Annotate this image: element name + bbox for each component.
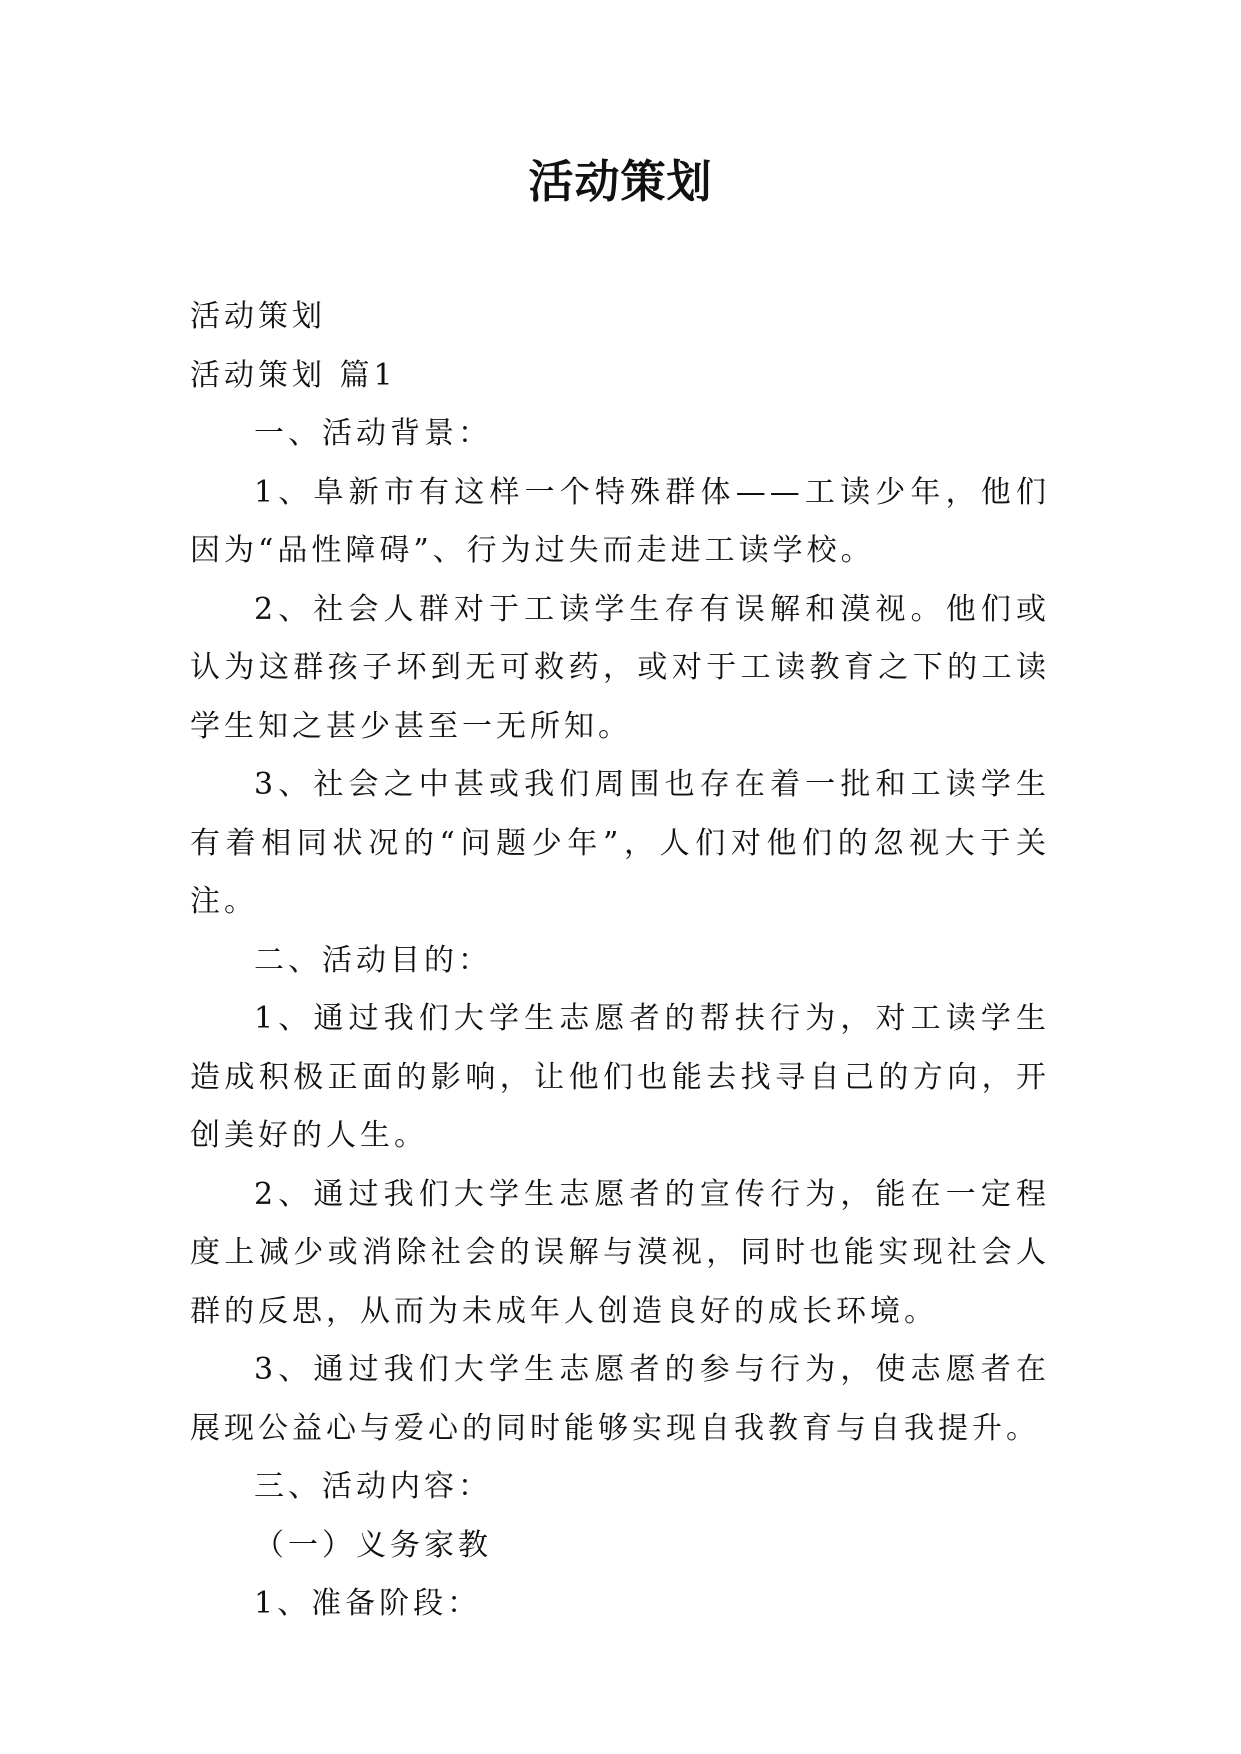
document-title: 活动策划 (528, 155, 713, 208)
section-heading: 三、活动内容： (254, 1469, 492, 1504)
section-heading: 二、活动目的： (254, 942, 492, 978)
paragraph: 3、通过我们大学生志愿者的参与行为，使志愿者在展现公益心与爱心的同时能够实现自我教育与自我提升。 (190, 1352, 1050, 1446)
document-body (190, 288, 1050, 1634)
paragraph: 2、通过我们大学生志愿者的宣传行为，能在一定程度上减少或消除社会的误解与漠视，同时也能实现社会人群的反思，从而为未成年人创造良好的成长环境。 (190, 1176, 1050, 1329)
subsection-heading: 1、准备阶段： (254, 1586, 482, 1621)
paragraph: 1、阜新市有这样一个特殊群体——工读少年，他们因为“品性障碍”、行为过失而走进工读学校。 (190, 474, 1050, 568)
paragraph-heading: 活动策划 (190, 299, 326, 334)
paragraph-heading: 活动策划 篇1 (190, 357, 397, 393)
paragraph: 2、社会人群对于工读学生存有误解和漠视。他们或认为这群孩子坏到无可救药，或对于工读教育之下的工读学生知之甚少甚至一无所知。 (190, 591, 1050, 744)
subsection-heading: （一）义务家教 (254, 1527, 492, 1563)
paragraph: 1、通过我们大学生志愿者的帮扶行为，对工读学生造成积极正面的影响，让他们也能去找寻自己的方向，开创美好的人生。 (190, 1001, 1050, 1153)
paragraph: 3、社会之中甚或我们周围也存在着一批和工读学生有着相同状况的“问题少年”，人们对他们的忽视大于关注。 (190, 767, 1050, 919)
section-heading: 一、活动背景： (254, 416, 492, 451)
